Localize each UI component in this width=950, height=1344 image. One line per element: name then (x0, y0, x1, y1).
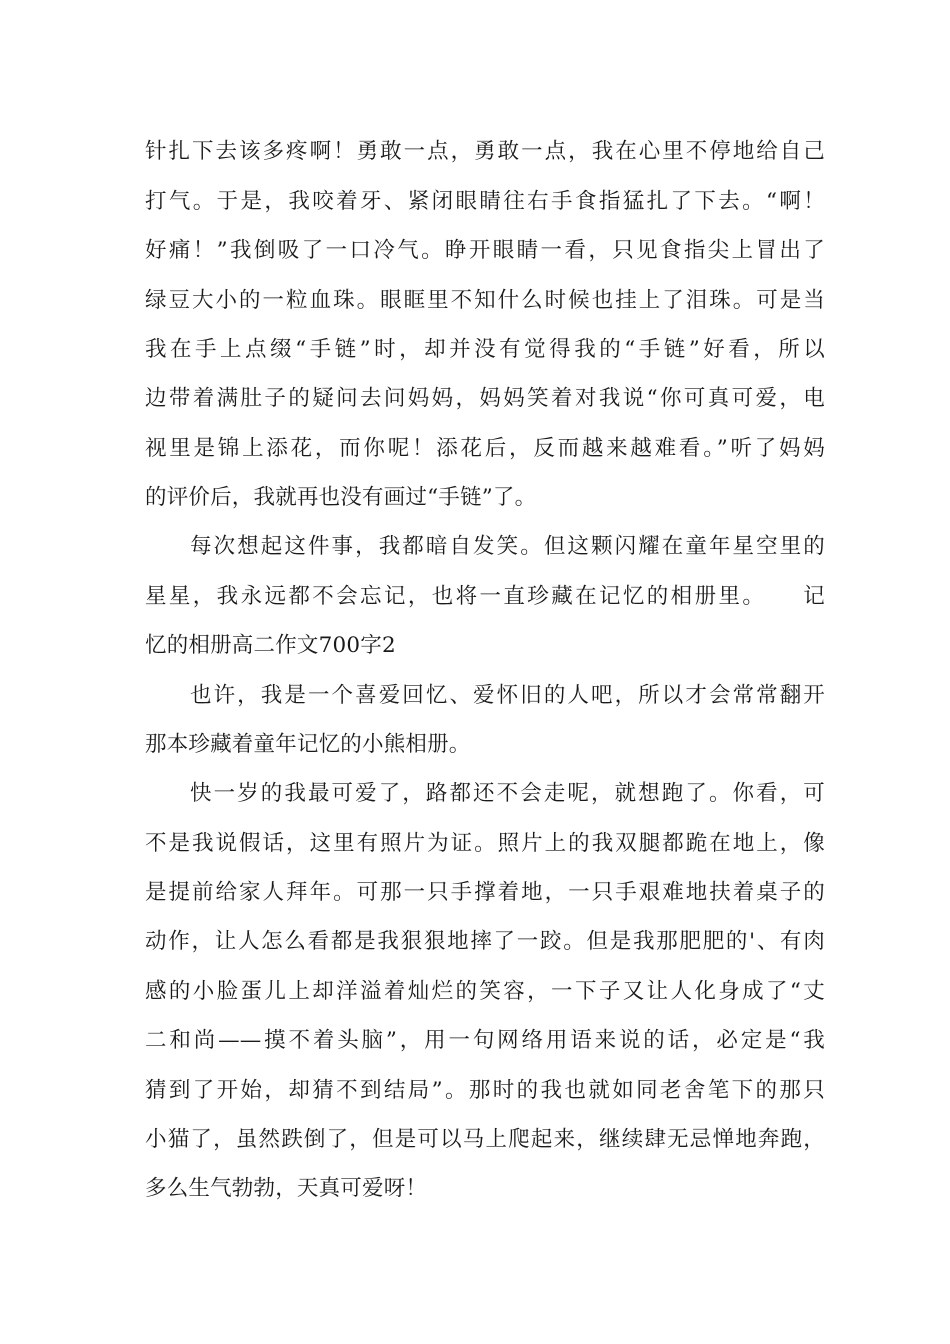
text-line: 二和尚——摸不着头脑”，用一句网络用语来说的话，必定是“我 (145, 1028, 825, 1053)
text-line: 多么生气勃勃，天真可爱呀！ (145, 1176, 428, 1201)
text-line: 视里是锦上添花，而你呢！添花后，反而越来越难看。”听了妈妈 (145, 436, 825, 461)
text-line: 那本珍藏着童年记忆的小熊相册。 (145, 732, 471, 757)
text-line: 不是我说假话，这里有照片为证。照片上的我双腿都跪在地上，像 (145, 831, 825, 856)
text-line: 针扎下去该多疼啊！勇敢一点，勇敢一点，我在心里不停地给自己 (145, 139, 825, 164)
text-line: 我在手上点缀“手链”时，却并没有觉得我的“手链”好看，所以 (145, 337, 825, 362)
text-line: 小猫了，虽然跌倒了，但是可以马上爬起来，继续肆无忌惮地奔跑， (145, 1127, 825, 1152)
text-line: 绿豆大小的一粒血珠。眼眶里不知什么时候也挂上了泪珠。可是当 (145, 288, 825, 313)
text-line: 是提前给家人拜年。可那一只手撑着地，一只手艰难地扶着桌子的 (145, 880, 825, 905)
text-line: 星星，我永远都不会忘记，也将一直珍藏在记忆的相册里。 记 (145, 584, 825, 609)
text-line: 好痛！”我倒吸了一口冷气。睁开眼睛一看，只见食指尖上冒出了 (145, 238, 825, 263)
text-line: 动作，让人怎么看都是我狠狠地摔了一跤。但是我那肥肥的'、有肉 (145, 929, 825, 954)
text-line: 打气。于是，我咬着牙、紧闭眼睛往右手食指猛扎了下去。“啊！ (145, 189, 825, 214)
text-line: 感的小脸蛋儿上却洋溢着灿烂的笑容，一下子又让人化身成了“丈 (145, 979, 825, 1004)
section-title: 忆的相册高二作文700字2 (145, 633, 396, 658)
text-line: 也许，我是一个喜爱回忆、爱怀旧的人吧，所以才会常常翻开 (190, 683, 825, 708)
text-line: 边带着满肚子的疑问去问妈妈，妈妈笑着对我说“你可真可爱，电 (145, 386, 825, 411)
text-line: 的评价后，我就再也没有画过“手链”了。 (145, 485, 537, 510)
text-line: 每次想起这件事，我都暗自发笑。但这颗闪耀在童年星空里的 (190, 534, 825, 559)
text-line: 快一岁的我最可爱了，路都还不会走呢，就想跑了。你看，可 (190, 781, 825, 806)
text-line: 猜到了开始，却猜不到结局”。那时的我也就如同老舍笔下的那只 (145, 1078, 825, 1103)
